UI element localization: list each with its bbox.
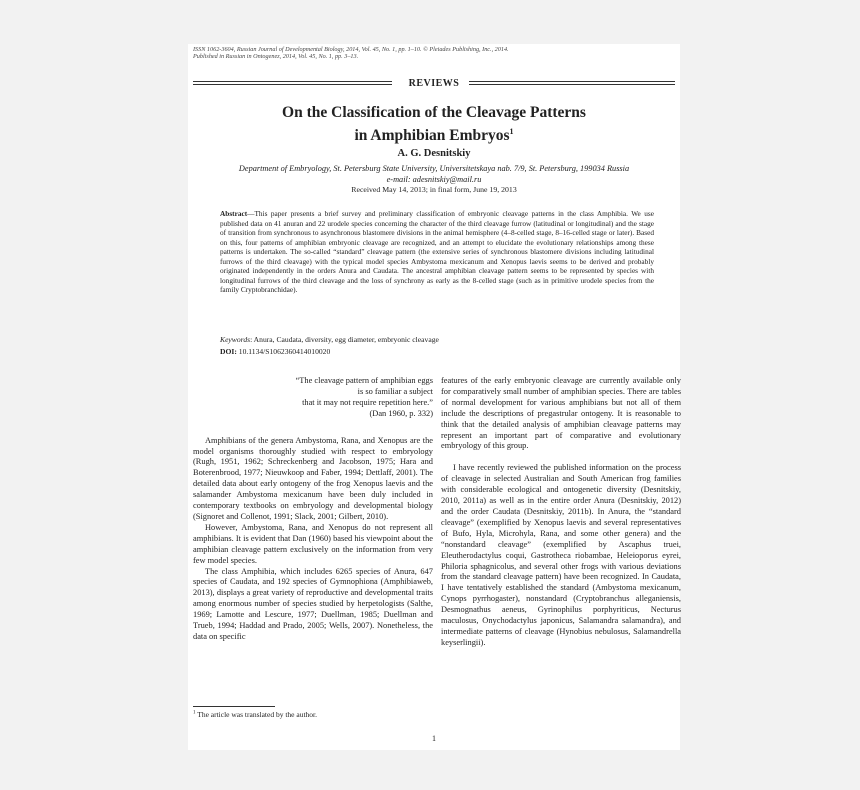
abstract-label: Abstract xyxy=(220,209,248,218)
epigraph-line: is so familiar a subject xyxy=(357,386,433,396)
affiliation xyxy=(188,163,680,185)
doi-value[interactable]: 10.1134/S1062360414010020 xyxy=(236,347,331,356)
section-banner xyxy=(193,77,675,91)
page-number: 1 xyxy=(432,734,436,743)
epigraph-line: that it may not require repetition here.” xyxy=(302,397,433,407)
footnote xyxy=(193,710,317,719)
title-footnote-mark[interactable]: 1 xyxy=(509,127,514,136)
abstract-text: —This paper presents a brief survey and preliminary classification of embryonic cleavage patterns in the class Amphibia. We use published data on 41 anuran and 22 urodele species concerning the character of the third cleavage furrow (latitudinal or longitudinal) and the stage of transition from synchronous to asynchronous blastomere divisions in the animal hemisphere (4–8-celled stage, 8–16-celled stage or later). Based on this, four patterns of amphibian embryonic cleavage are recognized, and an attempt to elucidate the evolutionary relationships among these patterns is undertaken. The so-called “standard” cleavage pattern (the extensive series of synchronous blastomere divisions including latitudinal furrows of the third cleavage) with the typical model species Ambystoma mexicanum and Xenopus laevis seems to be derived and probably originated independently in the orders Anura and Caudata. The ancestral amphibian cleavage pattern seems to be represented by species with longitudinal furrows of the third cleavage and the loss of synchrony as early as the 8-celled stage (such as in primitive urodele species from the family Cryptobranchidae). xyxy=(220,209,654,294)
journal-header xyxy=(193,46,509,61)
article-title xyxy=(188,103,680,145)
footnote-divider xyxy=(193,706,275,707)
right-column xyxy=(441,376,681,649)
article-page xyxy=(188,44,680,750)
epigraph xyxy=(193,376,433,420)
keywords-label: Keywords xyxy=(220,335,251,344)
paragraph: Amphibians of the genera Ambystoma, Rana, and Xenopus are the model organisms thoroughly studied with respect to embryology (Rugh, 1951, 1962; Schreckenberg and Jacobson, 1975; Hara and Boterenbrood, 1977; Nieuwkoop and Faber, 1994; Dettlaff, 2001). The detailed data about early ontogeny of the frog Xenopus laevis and the salamander Ambystoma mexicanum have been duly included in contemporary textbooks on embryology and developmental biology (Signoret and Collenot, 1991; Slack, 2001; Gilbert, 2010). xyxy=(193,435,433,521)
section-label: REVIEWS xyxy=(408,78,460,89)
abstract xyxy=(220,209,654,295)
paragraph: I have recently reviewed the published information on the process of cleavage in selected Australian and South American frog families with considerable ecological and ontogenetic diversity (Desnitskiy, 2010, 2011a) as well as in the entire order Anura (Desnitskiy, 2012) and the order Caudata (Desnitskiy, 2011b). In Anura, the “standard cleavage” (exemplified by Xenopus laevis and several representatives of Bufo, Hyla, Microhyla, Rana, and some other genera) and the “nonstandard cleavage” (exemplified by Ascaphus truei, Eleutherodactylus coqui, Gastrotheca riobambae, Heleioporus eyrei, Philoria sphagnicolus, and several other frogs with various deviations from the standard cleavage pattern) have been recognized. In Caudata, I have tentatively established the standard (Ambystoma mexicanum, Cynops pyrrhogaster), nonstandard (Cryptobranchus alleganiensis, Desmognathus aeneus, Gyrinophilus porphyriticus, Necturus maculosus, Onychodactylus japonicus, Salamandra salamandra), and intermediate patterns of cleavage (Hynobius nebulosus, Salamandrella keyserlingii). xyxy=(441,463,681,647)
left-column xyxy=(193,376,433,643)
title-line: On the Classification of the Cleavage Patterns xyxy=(282,104,586,121)
doi-label: DOI: xyxy=(220,347,237,356)
header-line: ISSN 1062-3604, Russian Journal of Developmental Biology, 2014, Vol. 45, No. 1, pp. 1–10. © Pleiades Publishing, Inc., 2014. xyxy=(193,46,509,53)
title-line: in Amphibian Embryos xyxy=(354,127,510,145)
keywords-text: : Anura, Caudata, diversity, egg diameter, embryonic cleavage xyxy=(250,335,439,344)
author-email[interactable]: e-mail: adesnitskiy@mail.ru xyxy=(386,175,482,184)
paragraph: However, Ambystoma, Rana, and Xenopus do not represent all amphibians. It is evident that Dan (1960) based his viewpoint about the amphibian cleavage pattern exclusively on the information from very few model species. xyxy=(193,522,433,565)
author-name: A. G. Desnitskiy xyxy=(397,148,471,159)
received-dates: Received May 14, 2013; in final form, June 19, 2013 xyxy=(351,185,517,194)
epigraph-line: “The cleavage pattern of amphibian eggs xyxy=(295,376,433,385)
footnote-mark: 1 xyxy=(193,710,196,716)
paragraph: The class Amphibia, which includes 6265 species of Anura, 647 species of Caudata, and 192 species of Gymnophiona (Amphibiaweb, 2013), displays a great variety of reproductive and developmental traits among enormous number of species studied by herpetologists (Salthe, 1969; Lamotte and Lescure, 1977; Duellman, 1985; Duellman and Trueb, 1994; Haddad and Prado, 2005; Wells, 2007). Nonetheless, the data on specific xyxy=(193,566,433,641)
doi xyxy=(220,347,330,356)
epigraph-citation: (Dan 1960, p. 332) xyxy=(369,408,433,418)
footnote-text: The article was translated by the author. xyxy=(195,710,317,719)
paragraph: features of the early embryonic cleavage are currently available only for comparatively small number of amphibian species. There are tables of normal development for various amphibians but not all of them include the descriptions of pregastrular ontogeny. It is reasonable to think that the detailed analysis of amphibian cleavage patterns may represent an important part of comparative and evolutionary embryology of this group. xyxy=(441,376,681,451)
header-line: Published in Russian in Ontogenez, 2014, Vol. 45, No. 1, pp. 3–13. xyxy=(193,53,359,61)
affiliation-text: Department of Embryology, St. Petersburg State University, Universitetskaya nab. 7/9, St. Petersburg, 199034 Russia xyxy=(238,164,630,173)
keywords xyxy=(220,335,654,345)
